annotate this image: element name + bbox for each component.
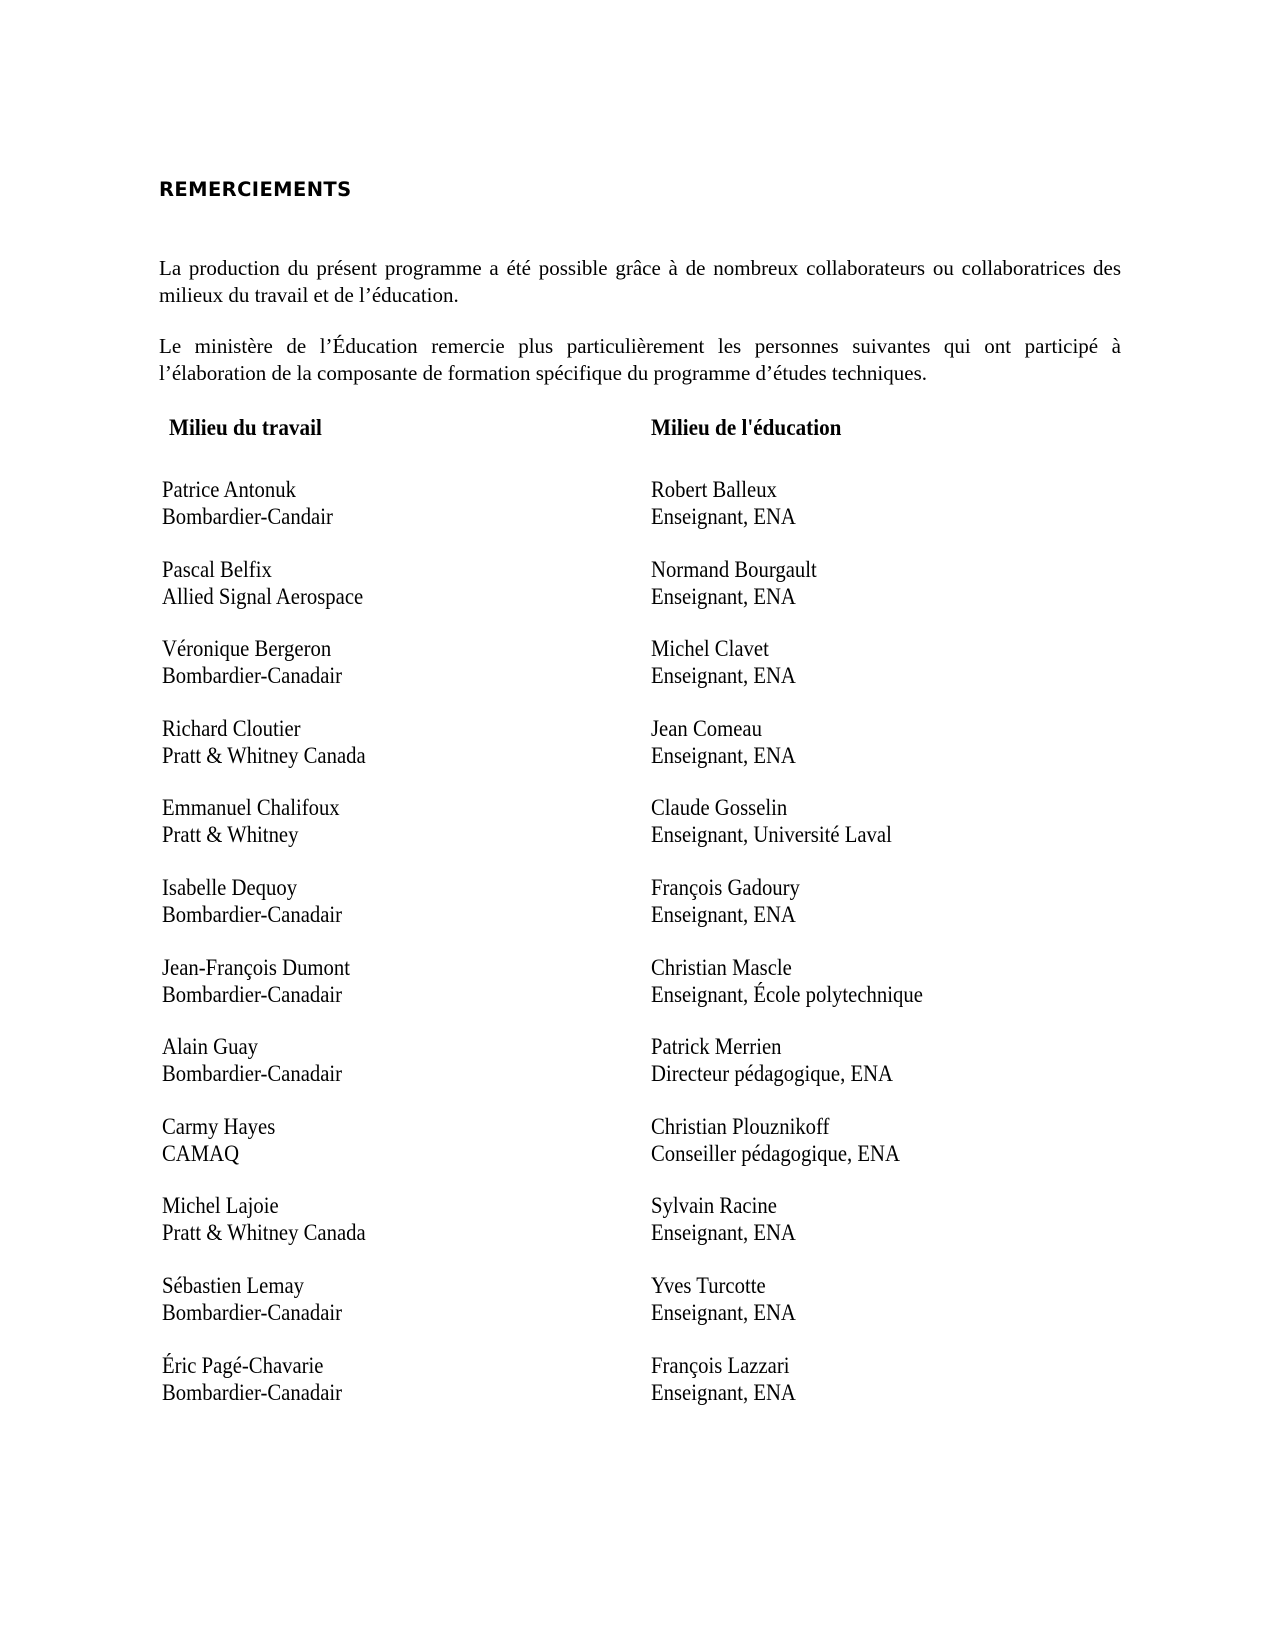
- list-item: [162, 1352, 366, 1432]
- list-item: [162, 794, 366, 874]
- person-affiliation: Bombardier-Candair: [162, 504, 333, 529]
- person-affiliation: Directeur pédagogique, ENA: [651, 1061, 893, 1087]
- person-affiliation: Enseignant, ENA: [651, 742, 796, 768]
- list-item: [651, 635, 923, 715]
- list-item: [651, 1113, 923, 1193]
- person-name: François Lazzari: [651, 1352, 790, 1378]
- person-name: Patrick Merrien: [651, 1034, 782, 1060]
- education-column-title: Milieu de l'éducation: [651, 415, 842, 440]
- person-name: Emmanuel Chalifoux: [162, 795, 340, 821]
- list-item: [651, 476, 923, 556]
- person-affiliation: Pratt & Whitney: [162, 822, 299, 848]
- list-item: [651, 1033, 923, 1113]
- list-item: [162, 715, 366, 795]
- person-name: Éric Pagé-Chavarie: [162, 1352, 324, 1378]
- person-name: Christian Mascle: [651, 954, 792, 980]
- work-column-title: Milieu du travail: [169, 415, 322, 440]
- person-affiliation: CAMAQ: [162, 1140, 240, 1166]
- person-name: Richard Cloutier: [162, 715, 301, 741]
- person-name: Robert Balleux: [651, 477, 777, 502]
- person-affiliation: Pratt & Whitney Canada: [162, 742, 366, 768]
- education-contributors-list: [651, 476, 953, 1431]
- list-item: [651, 1352, 923, 1432]
- person-name: François Gadoury: [651, 874, 800, 900]
- person-affiliation: Bombardier-Canadair: [162, 1299, 343, 1325]
- intro-paragraph: La production du présent programme a été possible grâce à de nombreux collaborateurs ou collaboratrices des milieux du travail et de l’éducation.: [159, 256, 1121, 307]
- list-item: [162, 874, 366, 954]
- person-name: Patrice Antonuk: [162, 477, 296, 502]
- person-name: Véronique Bergeron: [162, 636, 332, 662]
- list-item: [162, 1192, 366, 1272]
- person-name: Jean-François Dumont: [162, 954, 351, 980]
- person-affiliation: Bombardier-Canadair: [162, 1061, 343, 1087]
- list-item: [651, 1192, 923, 1272]
- person-affiliation: Enseignant, ENA: [651, 504, 796, 529]
- person-affiliation: Conseiller pédagogique, ENA: [651, 1140, 900, 1166]
- person-name: Jean Comeau: [651, 715, 762, 741]
- person-affiliation: Bombardier-Canadair: [162, 901, 343, 927]
- person-affiliation: Bombardier-Canadair: [162, 981, 343, 1007]
- list-item: [162, 1272, 366, 1352]
- person-affiliation: Enseignant, ENA: [651, 1379, 796, 1405]
- list-item: [162, 556, 366, 636]
- person-name: Isabelle Dequoy: [162, 874, 298, 900]
- list-item: [651, 794, 923, 874]
- person-affiliation: Enseignant, ENA: [651, 901, 796, 927]
- person-name: Yves Turcotte: [651, 1272, 766, 1298]
- person-affiliation: Pratt & Whitney Canada: [162, 1220, 366, 1246]
- list-item: [162, 1113, 366, 1193]
- person-name: Alain Guay: [162, 1034, 259, 1060]
- list-item: [651, 1272, 923, 1352]
- list-item: [651, 954, 923, 1034]
- person-affiliation: Bombardier-Canadair: [162, 663, 343, 689]
- person-affiliation: Enseignant, ENA: [651, 583, 796, 609]
- list-item: [651, 556, 923, 636]
- person-name: Normand Bourgault: [651, 556, 817, 582]
- person-affiliation: Enseignant, ENA: [651, 1220, 796, 1246]
- list-item: [651, 874, 923, 954]
- person-name: Pascal Belfix: [162, 556, 272, 582]
- page-title: REMERCIEMENTS: [159, 178, 352, 201]
- person-name: Michel Clavet: [651, 636, 769, 662]
- list-item: [162, 1033, 366, 1113]
- person-name: Sylvain Racine: [651, 1193, 777, 1219]
- list-item: [651, 715, 923, 795]
- person-affiliation: Enseignant, ENA: [651, 663, 796, 689]
- person-name: Carmy Hayes: [162, 1113, 276, 1139]
- person-affiliation: Bombardier-Canadair: [162, 1379, 343, 1405]
- person-name: Michel Lajoie: [162, 1193, 279, 1219]
- person-affiliation: Enseignant, ENA: [651, 1299, 796, 1325]
- list-item: [162, 476, 366, 556]
- person-name: Sébastien Lemay: [162, 1272, 304, 1298]
- person-name: Claude Gosselin: [651, 795, 788, 821]
- list-item: [162, 954, 366, 1034]
- person-name: Christian Plouznikoff: [651, 1113, 830, 1139]
- thanks-paragraph: Le ministère de l’Éducation remercie plus particulièrement les personnes suivantes qui ont participé à l’élaboration de la composante de formation spécifique du programme d’études techniques.: [159, 334, 1121, 385]
- person-affiliation: Enseignant, École polytechnique: [651, 981, 923, 1007]
- person-affiliation: Allied Signal Aerospace: [162, 583, 364, 609]
- person-affiliation: Enseignant, Université Laval: [651, 822, 892, 848]
- work-contributors-list: [162, 476, 388, 1431]
- list-item: [162, 635, 366, 715]
